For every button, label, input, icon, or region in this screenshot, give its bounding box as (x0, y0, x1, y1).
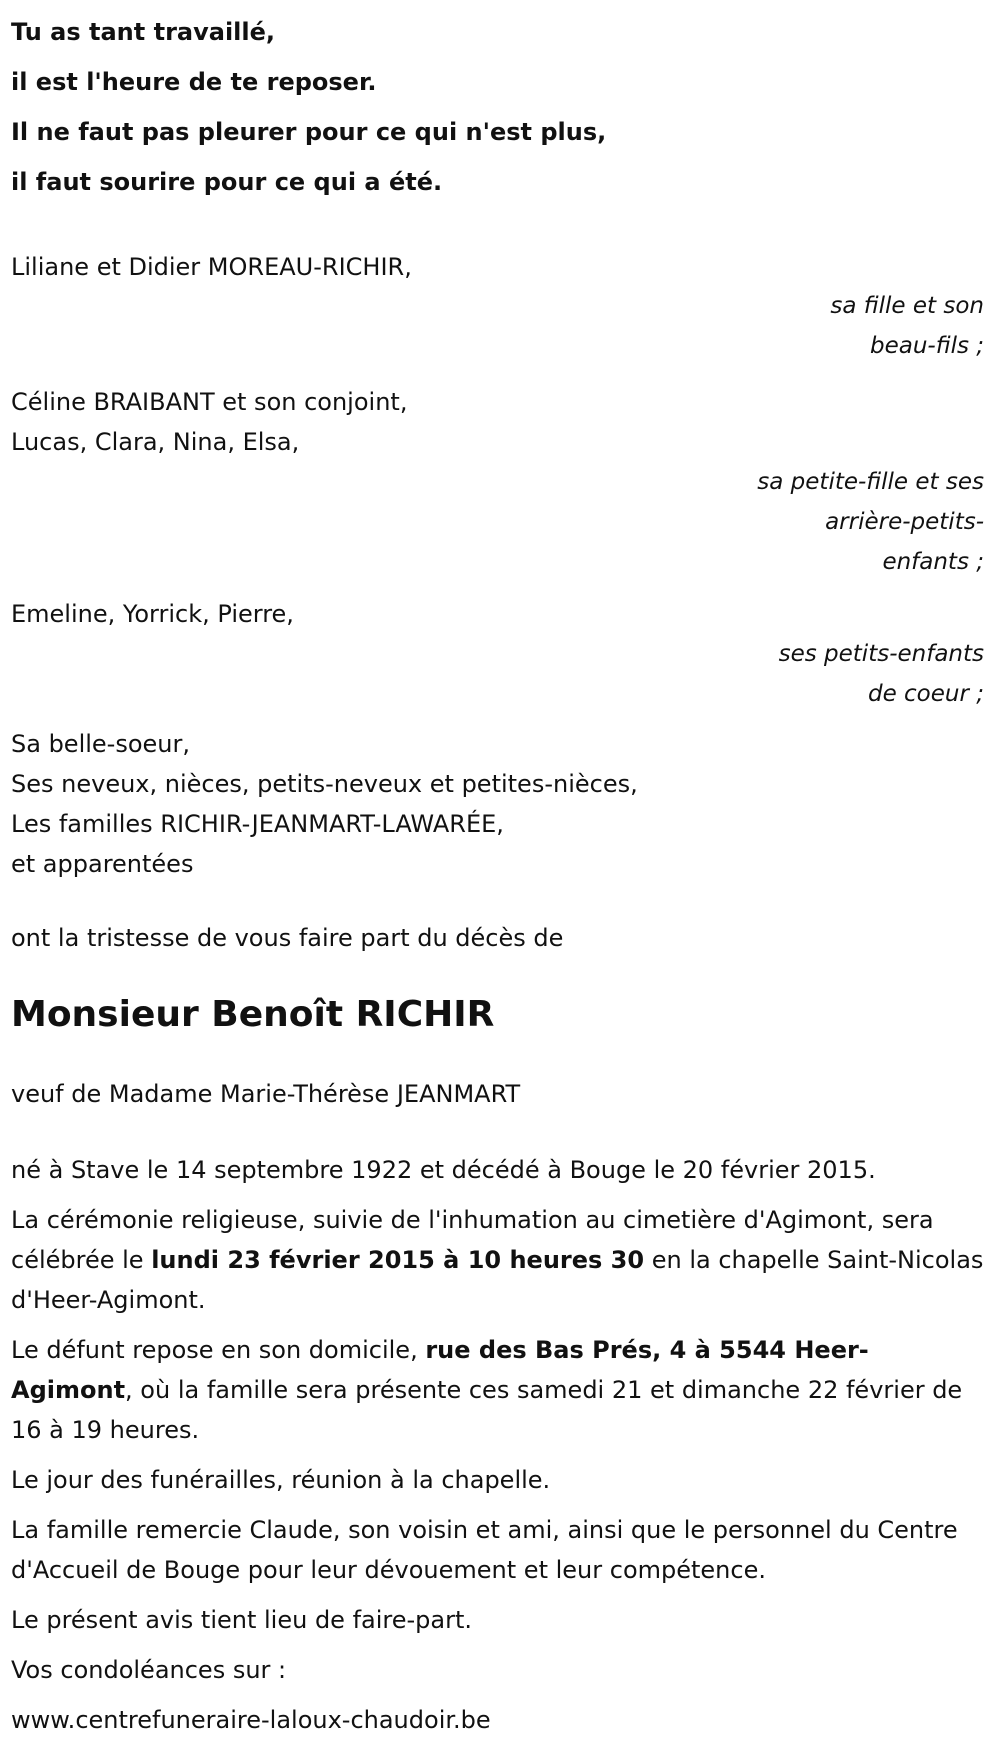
poem-line: Il ne faut pas pleurer pour ce qui n'est plus, (11, 118, 607, 146)
family-names: Sa belle-soeur, (11, 730, 190, 758)
family-relation (11, 462, 986, 582)
relation-line: sa petite-fille et ses (757, 469, 984, 495)
relation-line: enfants ; (882, 549, 984, 575)
ceremony-paragraph (11, 1200, 986, 1320)
birth-death: né à Stave le 14 septembre 1922 et décédé à Bouge le 20 février 2015. (11, 1156, 876, 1184)
repose-text: Le défunt repose en son domicile, (11, 1336, 426, 1364)
deceased-name: Monsieur Benoît RICHIR (11, 994, 495, 1035)
poem (11, 7, 986, 207)
ceremony-datetime: lundi 23 février 2015 à 10 heures 30 (151, 1246, 645, 1274)
condolences-label: Vos condoléances sur : (11, 1656, 287, 1684)
family-relation (11, 634, 986, 714)
family-names: Emeline, Yorrick, Pierre, (11, 600, 294, 628)
thanks-paragraph: La famille remercie Claude, son voisin et ami, ainsi que le personnel du Centre d'Accueil de Bouge pour leur dévouement et leur compétence. (11, 1516, 958, 1584)
notice: Le présent avis tient lieu de faire-part. (11, 1606, 473, 1634)
ceremony-text: La cérémonie religieuse, suivie de l'inhumation au cimetière d'Agimont, sera célébrée le (11, 1206, 934, 1274)
funeral-day: Le jour des funérailles, réunion à la chapelle. (11, 1466, 551, 1494)
repose-address: rue des Bas Prés, 4 à 5544 Heer-Agimont (11, 1336, 869, 1404)
widow-line: veuf de Madame Marie-Thérèse JEANMART (11, 1080, 521, 1108)
repose-paragraph (11, 1330, 986, 1450)
family-names: Lucas, Clara, Nina, Elsa, (11, 428, 300, 456)
ceremony-text: en la chapelle Saint-Nicolas d'Heer-Agimont. (11, 1246, 984, 1314)
family-names: Céline BRAIBANT et son conjoint, (11, 388, 408, 416)
poem-line: il est l'heure de te reposer. (11, 68, 377, 96)
family-group (11, 724, 986, 884)
family-group (11, 382, 986, 582)
relation-line: arrière-petits- (825, 509, 984, 535)
relation-line: beau-fils ; (869, 333, 984, 359)
announcement-intro: ont la tristesse de vous faire part du décès de (11, 924, 564, 952)
website-link[interactable]: www.centrefuneraire-laloux-chaudoir.be (11, 1706, 491, 1734)
family-names: Liliane et Didier MOREAU-RICHIR, (11, 253, 412, 281)
family-names: Ses neveux, nièces, petits-neveux et petites-nièces, (11, 770, 638, 798)
poem-line: Tu as tant travaillé, (11, 18, 276, 46)
family-names: Les familles RICHIR-JEANMART-LAWARÉE, (11, 810, 504, 838)
family-group (11, 247, 986, 366)
repose-text: , où la famille sera présente ces samedi 21 et dimanche 22 février de 16 à 19 heures. (11, 1376, 963, 1444)
obituary-page (11, 0, 986, 1740)
family-names: et apparentées (11, 850, 194, 878)
family-group (11, 594, 986, 714)
relation-line: ses petits-enfants (778, 641, 984, 667)
relation-line: de coeur ; (867, 681, 984, 707)
relation-line: sa fille et son (830, 293, 984, 319)
family-relation (11, 286, 986, 366)
poem-line: il faut sourire pour ce qui a été. (11, 168, 443, 196)
